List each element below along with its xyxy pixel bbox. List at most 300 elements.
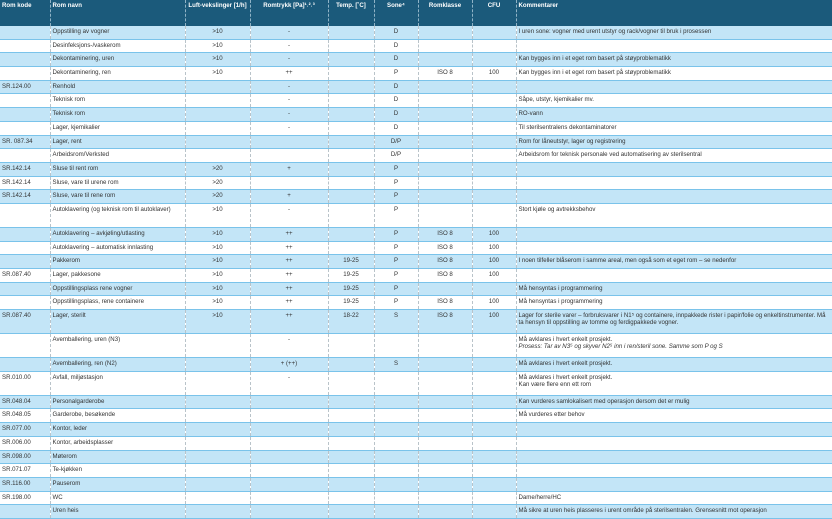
romtrykk-text: - [287,123,291,131]
cell-cfu [472,108,516,122]
cell-romklasse [418,296,472,310]
cell-romklasse [418,269,472,283]
cell-romtrykk [250,477,328,491]
cell-sone [374,395,418,409]
rom-kode-text: SR.077.00 [2,425,31,433]
cell-temp [328,26,374,39]
rom-kode-text: SR.048.05 [2,411,31,419]
romklasse-text: ISO 8 [437,243,453,251]
romtrykk-text: - [287,55,291,63]
kommentar-text: Såpe, utstyr, kjemikalier mv. [518,96,594,104]
table-row [0,26,832,39]
cell-romtrykk [250,108,328,122]
cell-rom-kode [0,149,50,163]
cell-rom-navn [50,94,185,108]
sone-text: P [393,243,399,251]
cell-rom-navn [50,477,185,491]
kommentar-text: Må avklares i hvert enkelt prosjekt. [518,373,613,381]
rom-navn-text: Pakkerom [52,257,80,265]
rom-navn-text: Pauserom [52,479,81,487]
rom-navn-text: Arbeidsrom/Verksted [52,151,110,159]
cell-luftvekslinger [185,39,250,53]
romtrykk-text: - [287,373,291,381]
cell-cfu [472,227,516,241]
cell-rom-navn [50,203,185,227]
cell-romtrykk [250,450,328,464]
cell-temp [328,135,374,149]
rom-kode-text: SR.198.00 [2,493,31,501]
cell-cfu [472,39,516,53]
table-row [0,334,832,358]
cell-temp [328,241,374,255]
cell-temp [328,371,374,395]
cell-cfu [472,149,516,163]
cell-temp [328,39,374,53]
cell-romklasse [418,450,472,464]
cell-kommentar [516,436,832,450]
cell-rom-kode [0,282,50,296]
cell-rom-navn [50,395,185,409]
cell-kommentar [516,39,832,53]
cell-rom-kode [0,53,50,67]
rom-navn-text: Avemballering, ren (N2) [52,360,117,368]
header-rom-kode: Rom kode [0,0,50,26]
cell-sone [374,39,418,53]
cell-romtrykk [250,149,328,163]
luftvekslinger-text: >20 [212,192,223,200]
cell-romklasse [418,135,472,149]
cfu-text: 100 [488,69,500,77]
cell-cfu [472,135,516,149]
cell-romklasse [418,39,472,53]
cell-sone [374,190,418,204]
cell-luftvekslinger [185,190,250,204]
cell-cfu [472,53,516,67]
sone-text: P [393,257,399,265]
cell-rom-navn [50,162,185,176]
cell-luftvekslinger [185,108,250,122]
kommentar-text: Må avklares i hvert enkelt prosjekt. [518,360,613,368]
cell-sone [374,505,418,519]
kommentar-text: RO-vann [518,110,543,118]
cell-kommentar [516,505,832,519]
table-row [0,67,832,81]
rom-navn-text: Oppstillingsplass, rene containere [52,298,144,306]
cell-luftvekslinger [185,255,250,269]
cfu-text: 100 [488,229,500,237]
romtrykk-text: ++ [285,69,293,77]
cell-luftvekslinger [185,491,250,505]
cell-kommentar [516,310,832,334]
cell-rom-kode [0,255,50,269]
romtrykk-text: - [287,336,291,344]
cell-luftvekslinger [185,358,250,372]
cell-sone [374,67,418,81]
cell-rom-navn [50,269,185,283]
cell-rom-navn [50,282,185,296]
table-row [0,39,832,53]
rom-navn-text: Autoklavering – automatisk innlasting [52,243,154,251]
cell-cfu [472,371,516,395]
cell-luftvekslinger [185,26,250,39]
romklasse-text: ISO 8 [437,69,453,77]
romtrykk-text: - [287,205,291,213]
cell-kommentar [516,358,832,372]
cell-rom-kode [0,371,50,395]
table-row [0,310,832,334]
romtrykk-text: - [287,82,291,90]
cell-temp [328,108,374,122]
cell-temp [328,423,374,437]
luftvekslinger-text: >20 [212,164,223,172]
table-row [0,477,832,491]
cell-romklasse [418,176,472,190]
cell-temp [328,176,374,190]
sone-text: D [393,123,399,131]
cell-rom-navn [50,334,185,358]
rom-navn-text: Te-kjøkken [52,466,82,474]
cell-temp [328,464,374,478]
kommentar-text: Må sikre at uren heis plasseres i urent område på sterilsentralen. Grensesnitt mot operasjon [518,507,767,515]
sone-text: D [393,110,399,118]
cell-kommentar [516,108,832,122]
cell-temp [328,282,374,296]
cell-rom-navn [50,227,185,241]
cell-rom-kode [0,505,50,519]
cell-rom-kode [0,108,50,122]
cell-kommentar [516,269,832,283]
cell-luftvekslinger [185,241,250,255]
romklasse-text: ISO 8 [437,312,453,320]
table-row [0,108,832,122]
cell-romklasse [418,358,472,372]
cell-luftvekslinger [185,67,250,81]
cell-romtrykk [250,436,328,450]
cell-romklasse [418,26,472,39]
cell-sone [374,310,418,334]
cell-sone [374,149,418,163]
cfu-text: 100 [488,271,500,278]
rom-kode-text: SR.142.14 [2,178,31,186]
table-row [0,464,832,478]
kommentar-text: Må avklares i hvert enkelt prosjekt. [518,336,613,344]
luftvekslinger-text: >10 [212,28,223,35]
cell-sone [374,409,418,423]
cell-temp [328,67,374,81]
romklasse-text: ISO 8 [437,271,453,278]
header-kommentarer: Kommentarer [516,0,832,26]
cell-sone [374,135,418,149]
rom-navn-text: Sluse, vare til urene rom [52,178,119,186]
romklasse-text: ISO 8 [437,229,453,237]
cell-luftvekslinger [185,334,250,358]
cell-rom-navn [50,409,185,423]
rom-navn-text: Uren heis [52,507,79,515]
table-row [0,491,832,505]
table-row [0,149,832,163]
cell-cfu [472,241,516,255]
cell-rom-navn [50,505,185,519]
cell-cfu [472,505,516,519]
luftvekslinger-text: >10 [212,284,223,292]
cell-luftvekslinger [185,409,250,423]
table-row [0,296,832,310]
temp-text: 18-22 [343,312,359,320]
rom-navn-text: Dekontaminering, uren [52,55,115,63]
header-romklasse: Romklasse [418,0,472,26]
cell-kommentar [516,423,832,437]
cell-romtrykk [250,464,328,478]
sone-text: S [393,312,399,320]
cell-temp [328,149,374,163]
cell-temp [328,94,374,108]
romtrykk-text: - [287,28,291,35]
cell-sone [374,53,418,67]
cell-temp [328,190,374,204]
luftvekslinger-text: >10 [212,298,223,306]
cell-sone [374,423,418,437]
cell-rom-navn [50,241,185,255]
cell-cfu [472,26,516,39]
luftvekslinger-text: >10 [212,41,223,49]
cell-rom-navn [50,80,185,94]
cell-luftvekslinger [185,203,250,227]
cell-luftvekslinger [185,505,250,519]
table-row [0,423,832,437]
cell-romtrykk [250,409,328,423]
cell-sone [374,108,418,122]
luftvekslinger-text: >10 [212,205,223,213]
kommentar-text: Må hensyntas i programmering [518,298,603,306]
kommentar-text: I uren sone: vogner med urent utstyr og rack/vogner til bruk i prosessen [518,28,712,35]
cell-rom-kode [0,26,50,39]
cell-temp [328,121,374,135]
cell-kommentar [516,176,832,190]
cell-sone [374,464,418,478]
cell-cfu [472,269,516,283]
rom-kode-text: SR.116.00 [2,479,31,487]
cell-romtrykk [250,53,328,67]
cell-sone [374,477,418,491]
cell-rom-kode [0,409,50,423]
table-row [0,203,832,227]
cell-romklasse [418,53,472,67]
rom-navn-text: Oppstillingsplass rene vogner [52,284,133,292]
cell-rom-kode [0,464,50,478]
cell-romtrykk [250,94,328,108]
cell-romtrykk [250,203,328,227]
table-row [0,450,832,464]
cell-romtrykk [250,310,328,334]
cell-sone [374,162,418,176]
sone-text: P [393,69,399,77]
cell-romtrykk [250,358,328,372]
luftvekslinger-text: >10 [212,55,223,63]
cell-sone [374,436,418,450]
cell-luftvekslinger [185,423,250,437]
cell-sone [374,269,418,283]
cell-cfu [472,423,516,437]
cell-luftvekslinger [185,149,250,163]
sone-text: P [393,192,399,200]
rom-navn-text: Autoklavering (og teknisk rom til autoklaver) [52,205,171,213]
cell-rom-kode [0,203,50,227]
table-row [0,94,832,108]
cell-temp [328,296,374,310]
cell-luftvekslinger [185,121,250,135]
cell-sone [374,334,418,358]
cell-romklasse [418,395,472,409]
kommentar-text: Kan vurderes samlokalisert med operasjon dersom det er mulig [518,397,690,405]
cell-cfu [472,176,516,190]
sone-text: P [393,271,399,278]
romtrykk-text: - [287,110,291,118]
cell-rom-navn [50,464,185,478]
table-row [0,358,832,372]
temp-text: 19-25 [343,271,359,278]
cell-kommentar [516,149,832,163]
rom-navn-text: Teknisk rom [52,96,86,104]
cell-romtrykk [250,241,328,255]
rom-navn-text: WC [52,493,63,501]
cell-luftvekslinger [185,371,250,395]
cell-rom-kode [0,227,50,241]
cell-kommentar [516,203,832,227]
cell-rom-navn [50,358,185,372]
rom-kode-text: SR.010.00 [2,373,31,381]
romtrykk-text: ++ [285,312,293,320]
romtrykk-text: ++ [285,243,293,251]
rom-navn-text: Dekontaminering, ren [52,69,111,77]
luftvekslinger-text: >10 [212,243,223,251]
rom-kode-text: SR.071.07 [2,466,31,474]
cell-rom-kode [0,491,50,505]
rom-kode-text: SR.087.40 [2,312,31,320]
cfu-text: 100 [488,298,500,306]
table-row [0,121,832,135]
rom-navn-text: Lager, kjemikalier [52,123,100,131]
cell-luftvekslinger [185,162,250,176]
cell-sone [374,491,418,505]
cell-cfu [472,436,516,450]
cell-rom-kode [0,190,50,204]
cell-romklasse [418,108,472,122]
romtrykk-text: + (++) [280,360,298,368]
cell-temp [328,491,374,505]
cell-rom-kode [0,80,50,94]
cell-rom-navn [50,39,185,53]
sone-text: D [393,41,399,49]
cell-romtrykk [250,395,328,409]
kommentar-text: Må vurderes etter behov [518,411,585,419]
cell-temp [328,310,374,334]
table-row [0,255,832,269]
cell-romklasse [418,162,472,176]
sone-text: P [393,298,399,306]
cell-romtrykk [250,26,328,39]
cell-romklasse [418,464,472,478]
table-row [0,162,832,176]
rom-navn-text: Møterom [52,452,77,460]
header-sone: Sone⁴ [374,0,418,26]
cell-romklasse [418,423,472,437]
cell-rom-kode [0,395,50,409]
cell-luftvekslinger [185,464,250,478]
cell-rom-navn [50,491,185,505]
kommentar-text: Kan bygges inn i et eget rom basert på støyproblematikk [518,69,671,77]
cell-rom-navn [50,371,185,395]
cell-temp [328,334,374,358]
cell-romtrykk [250,269,328,283]
cell-romklasse [418,203,472,227]
luftvekslinger-text: >10 [212,312,223,320]
cell-kommentar [516,395,832,409]
cell-kommentar [516,450,832,464]
cell-cfu [472,296,516,310]
cell-luftvekslinger [185,477,250,491]
cell-romtrykk [250,162,328,176]
cell-rom-kode [0,94,50,108]
kommentar-text: Lager for sterile varer – forbruksvarer i N1⁵ og containere, innpakkede rister i papir/folie og enkeltinstrumenter. Må ta hensyn til oppstilling av tomme og ferdigpakkede vogner. [518,312,826,327]
cell-cfu [472,358,516,372]
kommentar-text: Til sterilsentralens dekontaminatorer [518,123,617,131]
rom-navn-text: Avemballering, uren (N3) [52,336,121,344]
cell-romklasse [418,67,472,81]
romtrykk-text: + [287,164,291,172]
rom-navn-text: Sluse, vare til rene rom [52,192,116,200]
cell-romtrykk [250,371,328,395]
rom-navn-text: Desinfeksjons-/vaskerom [52,41,121,49]
cell-kommentar [516,94,832,108]
cell-kommentar [516,227,832,241]
cell-romtrykk [250,67,328,81]
cfu-text: 100 [488,257,500,265]
cell-sone [374,358,418,372]
rom-kode-text: SR. 087.34 [2,137,33,145]
table-row [0,227,832,241]
cell-rom-kode [0,67,50,81]
cell-luftvekslinger [185,436,250,450]
cell-romtrykk [250,190,328,204]
rom-navn-text: Lager, rent [52,137,82,145]
rom-navn-text: Kontor, leder [52,425,88,433]
cell-rom-kode [0,241,50,255]
rom-navn-text: Oppstilling av vogner [52,28,110,35]
cell-sone [374,450,418,464]
table-row [0,241,832,255]
cell-romtrykk [250,296,328,310]
cell-romtrykk [250,80,328,94]
cell-luftvekslinger [185,176,250,190]
rom-navn-text: Garderobe, besøkende [52,411,116,419]
cell-cfu [472,121,516,135]
header-romtrykk: Romtrykk [Pa]¹˒²˒³ [250,0,328,26]
sone-text: D [393,28,399,35]
cell-temp [328,227,374,241]
rom-navn-text: Avfall, miljøstasjon [52,373,103,381]
cell-sone [374,296,418,310]
cell-temp [328,409,374,423]
cell-cfu [472,491,516,505]
cell-romtrykk [250,505,328,519]
rom-kode-text: SR.124.00 [2,82,31,90]
sone-text: S [393,360,399,368]
kommentar-line-2: Kan være flere enn ett rom [518,381,591,389]
cell-sone [374,371,418,395]
cell-rom-kode [0,334,50,358]
rom-navn-text: Renhold [52,82,76,90]
kommentar-text: Stort kjøle og avtrekksbehov [518,205,596,213]
